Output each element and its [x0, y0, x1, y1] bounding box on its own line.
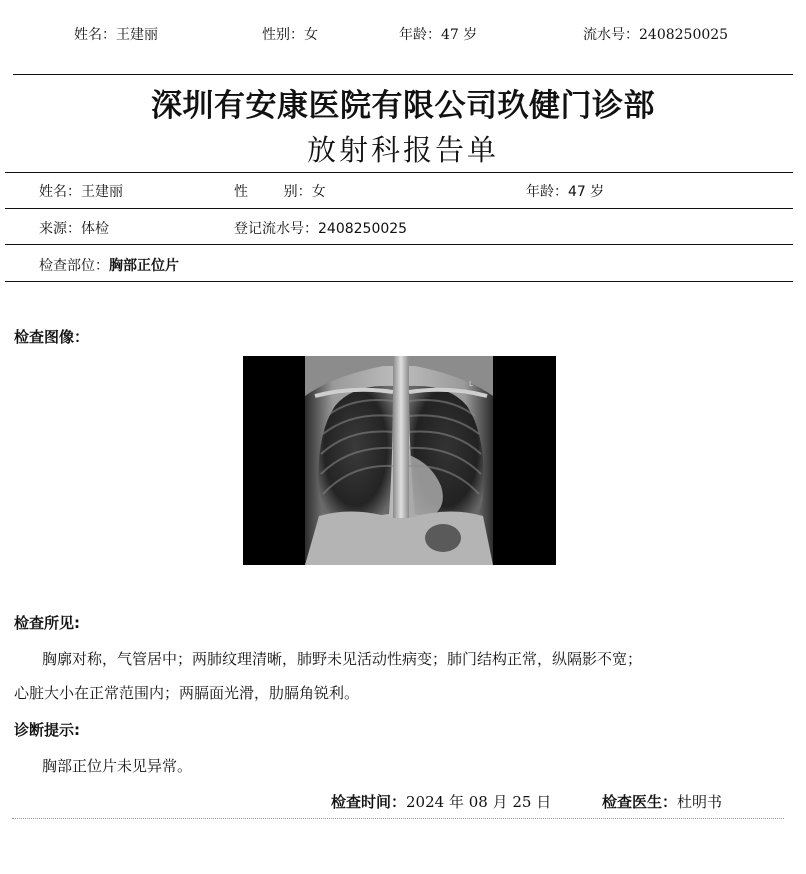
report-title: 放射科报告单	[306, 133, 499, 167]
info-age	[526, 181, 604, 201]
info-rule-4	[5, 281, 793, 282]
header-name: 姓名：王建丽	[74, 27, 158, 43]
info-serial-value: 2408250025	[318, 221, 408, 237]
header-age: 年龄：47 岁	[399, 27, 478, 43]
header-serial: 流水号：2408250025	[583, 27, 729, 43]
info-part-label: 检查部位：	[39, 258, 109, 274]
exam-time-label: 检查时间：	[331, 793, 407, 811]
exam-doctor	[602, 791, 722, 812]
findings-label: 检查所见:	[14, 614, 80, 632]
exam-time-value: 2024 年 08 月 25 日	[406, 793, 552, 811]
info-gender	[234, 181, 326, 201]
info-name	[39, 181, 123, 201]
info-name-label: 姓名：	[39, 184, 81, 200]
chest-xray-image	[243, 356, 556, 565]
info-source-label: 来源：	[39, 221, 81, 237]
info-source-value: 体检	[81, 221, 109, 237]
info-part	[39, 255, 179, 275]
exam-doctor-value: 杜明书	[677, 793, 723, 811]
header-divider	[13, 74, 793, 75]
info-name-value: 王建丽	[81, 184, 123, 200]
diagnosis-text: 胸部正位片未见异常。	[42, 757, 193, 775]
hospital-name: 深圳有安康医院有限公司玖健门诊部	[151, 88, 655, 124]
info-serial-label: 登记流水号：	[234, 221, 318, 237]
info-age-value: 47 岁	[568, 184, 605, 200]
top-header	[0, 24, 806, 46]
info-rule-3	[5, 244, 793, 245]
info-source	[39, 218, 109, 238]
info-gender-value: 女	[311, 184, 326, 200]
header-gender: 性别：女	[262, 27, 318, 43]
exam-doctor-label: 检查医生：	[602, 793, 678, 811]
info-age-label: 年龄：	[526, 184, 568, 200]
findings-line-1: 胸廓对称，气管居中；两肺纹理清晰，肺野未见活动性病变；肺门结构正常，纵隔影不宽；	[42, 650, 643, 668]
info-gender-label: 性 别：	[234, 184, 312, 200]
info-part-value: 胸部正位片	[109, 258, 179, 274]
diagnosis-label: 诊断提示:	[14, 721, 80, 739]
info-rule-1	[5, 172, 793, 173]
info-serial	[234, 218, 407, 238]
footer-divider	[12, 818, 784, 819]
info-rule-2	[5, 208, 793, 209]
image-section-label: 检查图像：	[14, 328, 90, 346]
findings-line-2: 心脏大小在正常范围内；两膈面光滑，肋膈角锐利。	[14, 684, 360, 702]
exam-time	[331, 791, 551, 812]
xray-side-marker: L	[469, 380, 473, 388]
